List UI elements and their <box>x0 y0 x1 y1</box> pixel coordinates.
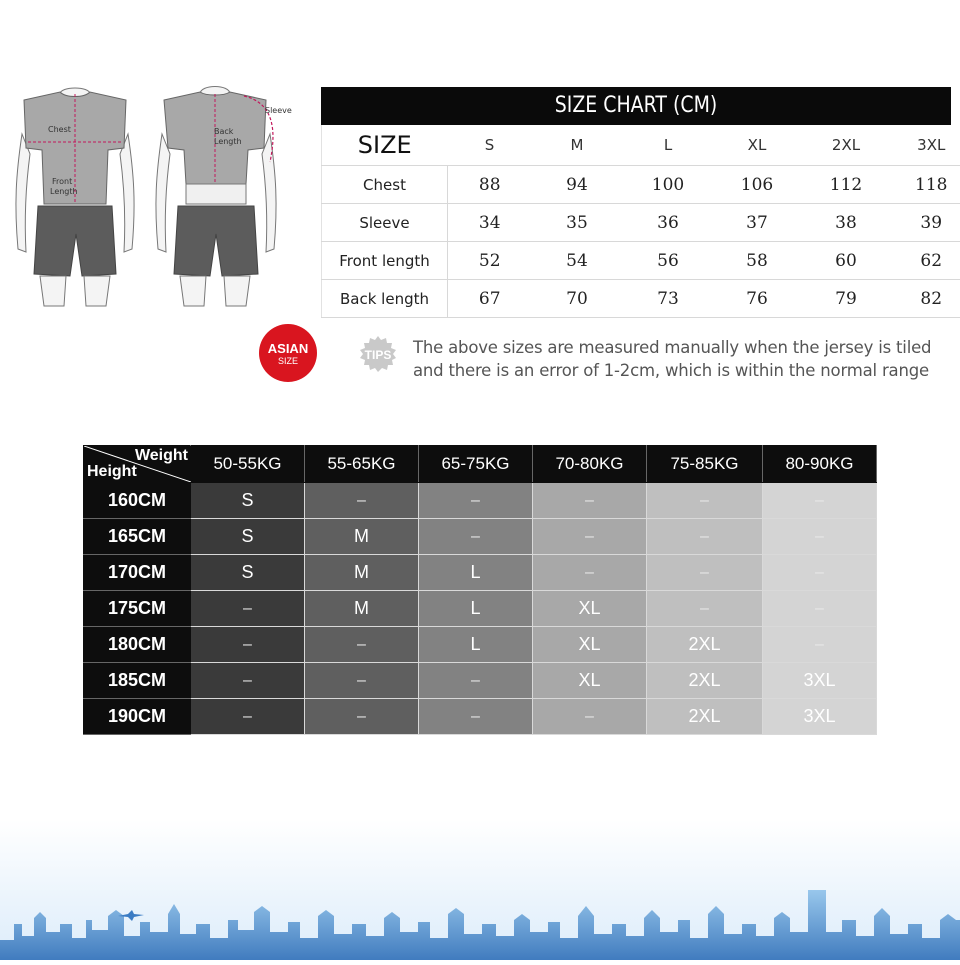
size-cell: S <box>191 555 305 591</box>
size-cell: XL <box>533 591 647 627</box>
table-row <box>322 204 960 242</box>
size-cell: S <box>191 519 305 555</box>
row-label-chest: Chest <box>322 166 448 204</box>
size-cell: – <box>419 483 533 519</box>
size-cell: – <box>763 591 877 627</box>
back-label-length: Length <box>214 137 242 146</box>
table-cell: 79 <box>801 280 892 318</box>
tips-line1: The above sizes are measured manually when the jersey is tiled <box>413 336 958 359</box>
height-weight-chart <box>83 445 876 735</box>
height-row-label: 175CM <box>84 591 191 627</box>
table-cell: 100 <box>623 166 714 204</box>
size-cell: – <box>305 663 419 699</box>
height-row-label: 165CM <box>84 519 191 555</box>
table-cell: 73 <box>623 280 714 318</box>
size-cell: – <box>191 591 305 627</box>
front-label-front: Front <box>52 177 72 186</box>
size-col-header: 2XL <box>801 125 892 166</box>
size-cell: S <box>191 483 305 519</box>
back-label-back: Back <box>214 127 234 136</box>
size-cell: – <box>191 663 305 699</box>
asian-size-badge <box>259 324 317 382</box>
table-cell: 37 <box>714 204 801 242</box>
table-cell: 67 <box>448 280 532 318</box>
size-cell: 3XL <box>763 663 877 699</box>
size-cell: – <box>647 591 763 627</box>
front-label-chest: Chest <box>48 125 71 134</box>
size-cell: – <box>533 555 647 591</box>
size-cell: – <box>763 519 877 555</box>
table-row <box>84 555 877 591</box>
table-cell: 52 <box>448 242 532 280</box>
table-cell: 88 <box>448 166 532 204</box>
height-row-label: 190CM <box>84 699 191 735</box>
table-cell: 36 <box>623 204 714 242</box>
table-cell: 76 <box>714 280 801 318</box>
weight-col-header: 75-85KG <box>647 446 763 483</box>
back-figure <box>156 87 292 307</box>
weight-col-header: 55-65KG <box>305 446 419 483</box>
size-chart-header <box>321 87 951 125</box>
tips-icon-label: TIPS <box>365 348 392 362</box>
size-cell: 2XL <box>647 663 763 699</box>
front-label-length: Length <box>50 187 78 196</box>
size-cell: 3XL <box>763 699 877 735</box>
table-cell: 38 <box>801 204 892 242</box>
front-figure <box>16 88 134 306</box>
size-cell: – <box>533 519 647 555</box>
weight-col-header: 80-90KG <box>763 446 877 483</box>
table-row <box>84 519 877 555</box>
size-cell: XL <box>533 627 647 663</box>
table-row <box>84 699 877 735</box>
size-col-header: M <box>532 125 623 166</box>
weight-col-header: 70-80KG <box>533 446 647 483</box>
table-cell: 94 <box>532 166 623 204</box>
table-row <box>84 483 877 519</box>
jersey-measurement-figure <box>8 84 308 308</box>
tips-line2: and there is an error of 1-2cm, which is within the normal range <box>413 359 958 382</box>
size-cell: – <box>763 483 877 519</box>
row-label-sleeve: Sleeve <box>322 204 448 242</box>
row-label-front-length: Front length <box>322 242 448 280</box>
size-col-header: S <box>448 125 532 166</box>
size-col-header: XL <box>714 125 801 166</box>
tips-text <box>413 336 958 382</box>
size-cell: 2XL <box>647 699 763 735</box>
height-weight-table <box>83 445 877 735</box>
skyline-illustration <box>0 820 960 960</box>
badge-line1: ASIAN <box>259 341 317 356</box>
size-cell: – <box>305 699 419 735</box>
table-cell: 62 <box>892 242 960 280</box>
size-cell: – <box>647 555 763 591</box>
size-header-row <box>322 125 960 166</box>
row-label-back-length: Back length <box>322 280 448 318</box>
size-chart <box>321 87 951 318</box>
table-cell: 60 <box>801 242 892 280</box>
size-cell: M <box>305 555 419 591</box>
size-cell: – <box>191 627 305 663</box>
table-row <box>322 242 960 280</box>
size-cell: M <box>305 519 419 555</box>
weight-col-header: 50-55KG <box>191 446 305 483</box>
size-cell: – <box>305 627 419 663</box>
table-cell: 56 <box>623 242 714 280</box>
badge-line2: SIZE <box>259 356 317 366</box>
size-col-header: 3XL <box>892 125 960 166</box>
table-cell: 82 <box>892 280 960 318</box>
size-cell: 2XL <box>647 627 763 663</box>
table-row <box>322 280 960 318</box>
city-skyline-decoration <box>0 820 960 960</box>
table-cell: 70 <box>532 280 623 318</box>
size-cell: L <box>419 627 533 663</box>
weight-header-row <box>84 446 877 483</box>
table-row <box>84 627 877 663</box>
table-cell: 39 <box>892 204 960 242</box>
size-cell: – <box>305 483 419 519</box>
weight-axis-label: Weight <box>135 447 188 465</box>
cyclist-illustration <box>8 84 308 308</box>
table-cell: 106 <box>714 166 801 204</box>
size-cell: – <box>763 627 877 663</box>
table-cell: 34 <box>448 204 532 242</box>
size-cell: – <box>191 699 305 735</box>
size-cell: M <box>305 591 419 627</box>
size-cell: L <box>419 591 533 627</box>
size-cell: – <box>647 519 763 555</box>
size-label: SIZE <box>322 125 448 166</box>
size-cell: – <box>419 519 533 555</box>
weight-col-header: 65-75KG <box>419 446 533 483</box>
table-row <box>84 663 877 699</box>
table-cell: 35 <box>532 204 623 242</box>
tips-icon <box>357 334 399 376</box>
table-cell: 54 <box>532 242 623 280</box>
height-row-label: 170CM <box>84 555 191 591</box>
table-row <box>84 591 877 627</box>
table-row <box>322 166 960 204</box>
height-row-label: 180CM <box>84 627 191 663</box>
size-cell: – <box>533 699 647 735</box>
size-cell: – <box>419 663 533 699</box>
size-chart-title: SIZE CHART (CM) <box>365 87 907 125</box>
size-cell: – <box>533 483 647 519</box>
size-cell: – <box>763 555 877 591</box>
height-row-label: 160CM <box>84 483 191 519</box>
size-chart-table <box>321 125 960 318</box>
height-row-label: 185CM <box>84 663 191 699</box>
back-label-sleeve: Sleeve <box>265 106 292 115</box>
size-col-header: L <box>623 125 714 166</box>
height-axis-label: Height <box>87 463 137 481</box>
corner-cell <box>84 446 191 483</box>
size-cell: L <box>419 555 533 591</box>
size-cell: – <box>647 483 763 519</box>
table-cell: 112 <box>801 166 892 204</box>
size-cell: – <box>419 699 533 735</box>
size-cell: XL <box>533 663 647 699</box>
table-cell: 118 <box>892 166 960 204</box>
table-cell: 58 <box>714 242 801 280</box>
